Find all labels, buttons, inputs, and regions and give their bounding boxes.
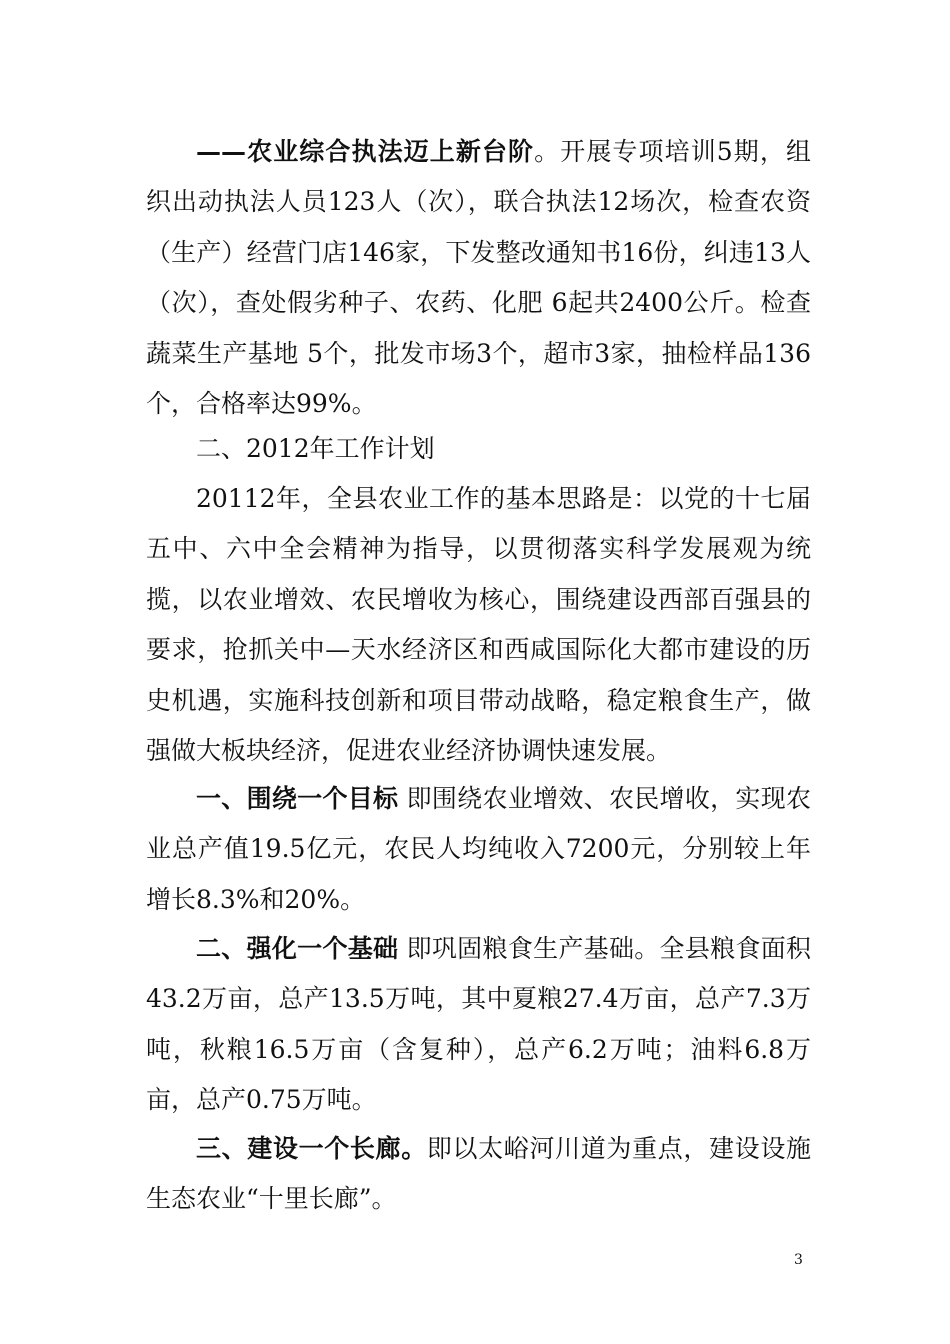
paragraph-enforcement <box>146 127 811 429</box>
paragraph-goal <box>146 774 811 925</box>
paragraph-body: 20112年，全县农业工作的基本思路是：以党的十七届五中、六中全会精神为指导，以贯彻落实科学发展观为统揽，以农业增效、农民增收为核心，围绕建设西部百强县的要求，抢抓关中—天水经济区和西咸国际化大都市建设的历史机遇，实施科技创新和项目带动战略，稳定粮食生产，做强做大板块经济，促进农业经济协调快速发展。 <box>146 484 811 766</box>
page-number: 3 <box>794 1252 803 1268</box>
paragraph-corridor <box>146 1124 811 1225</box>
section-heading: 二、2012年工作计划 <box>196 434 435 463</box>
paragraph-lead: 三、建设一个长廊。 <box>196 1134 427 1163</box>
paragraph-body: 即以太峪河川道为重点，建设设施生态农业“十里长廊”。 <box>146 1134 811 1214</box>
paragraph-body: 即巩固粮食生产基础。全县粮食面积43.2万亩，总产13.5万吨，其中夏粮27.4万亩，总产7.3万吨，秋粮16.5万亩（含复种），总产6.2万吨；油料6.8万亩，总产0.75万吨。 <box>146 934 811 1115</box>
paragraph-body: 。开展专项培训5期，组织出动执法人员123人（次），联合执法12场次，检查农资（生产）经营门店146家，下发整改通知书16份，纠违13人（次），查处假劣种子、农药、化肥 6起共2400公斤。检查蔬菜生产基地 5个，批发市场3个，超市3家，抽检样品136个，合格率达99%。 <box>146 137 811 419</box>
paragraph-lead: ——农业综合执法迈上新台阶 <box>196 137 535 166</box>
paragraph-lead: 一、围绕一个目标 <box>196 784 399 813</box>
paragraph-body: 即围绕农业增效、农民增收，实现农业总产值19.5亿元，农民人均纯收入7200元，分别较上年增长8.3%和20%。 <box>146 784 811 914</box>
paragraph-lead: 二、强化一个基础 <box>196 934 399 963</box>
paragraph-foundation <box>146 924 811 1126</box>
paragraph-basic-approach <box>146 474 811 776</box>
